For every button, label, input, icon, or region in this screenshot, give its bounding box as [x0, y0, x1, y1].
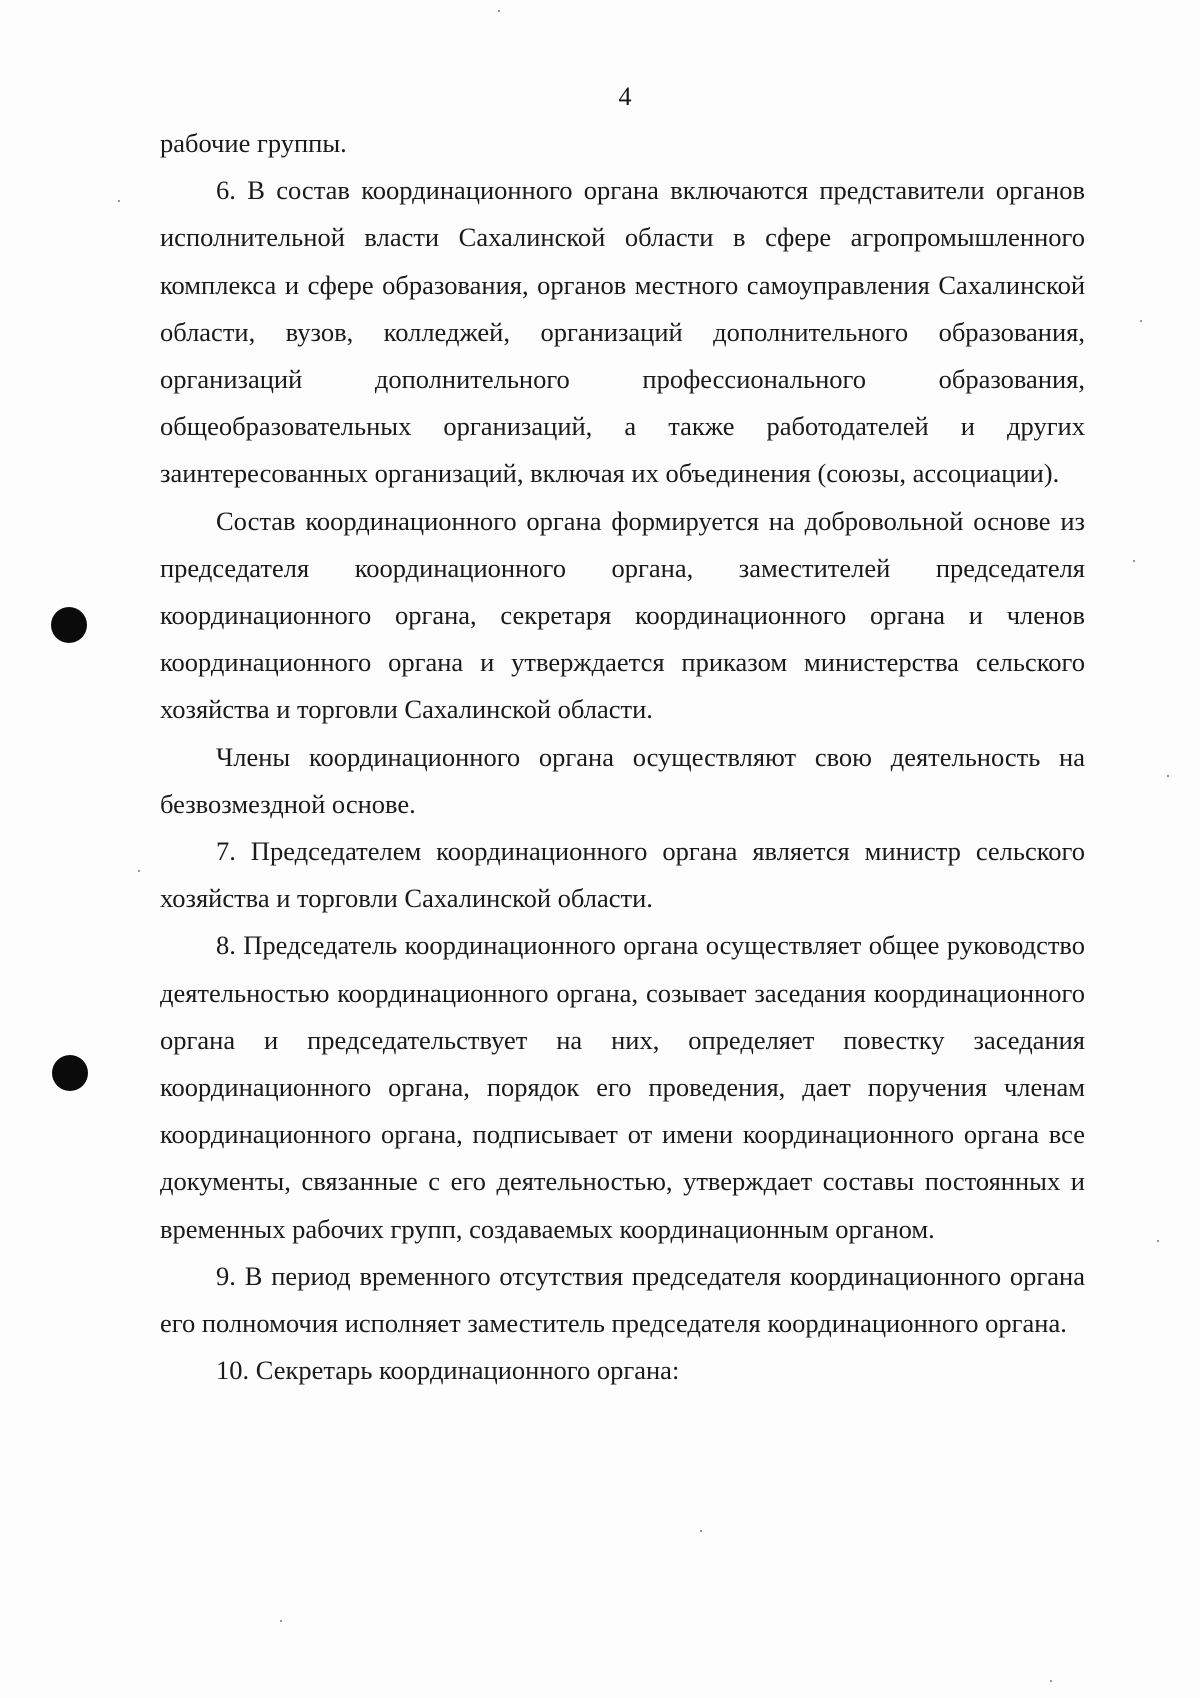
scan-speck	[118, 200, 120, 202]
punch-hole-mark	[51, 607, 87, 643]
scan-speck	[138, 870, 140, 872]
document-body	[160, 120, 1085, 1394]
scan-speck	[280, 1620, 282, 1622]
scan-speck	[1140, 320, 1142, 322]
paragraph: 9. В период временного отсутствия председателя координационного органа его полномочия исполняет заместитель председателя координационного органа.	[160, 1260, 1085, 1339]
page-number: 4	[618, 82, 632, 111]
scan-speck	[1167, 775, 1169, 777]
paragraph: Состав координационного органа формируется на добровольной основе из председателя координационного органа, заместителей председателя координационного органа, секретаря координационного органа и членов координационного органа и утверждается приказом министерства сельского хозяйства и торговли Сахалинской области.	[160, 505, 1085, 725]
scan-speck	[1050, 1680, 1052, 1682]
scan-speck	[1157, 1240, 1159, 1242]
paragraph: 10. Секретарь координационного органа:	[216, 1355, 680, 1386]
paragraph: 7. Председателем координационного органа является министр сельского хозяйства и торговли Сахалинской области.	[160, 836, 1085, 914]
scan-speck	[700, 1530, 702, 1532]
scan-speck	[498, 10, 500, 12]
punch-hole-mark	[52, 1055, 88, 1091]
paragraph: Члены координационного органа осуществляют свою деятельность на безвозмездной основе.	[160, 741, 1085, 819]
paragraph: 8. Председатель координационного органа осуществляет общее руководство деятельностью координационного органа, созывает заседания координационного органа и председательствует на них, определяет повестку заседания координационного органа, порядок его проведения, дает поручения членам координационного органа, подписывает от имени координационного органа все документы, связанные с его деятельностью, утверждает составы постоянных и временных рабочих групп, создаваемых координационным органом.	[160, 930, 1085, 1244]
paragraph: 6. В состав координационного органа включаются представители органов исполнительной власти Сахалинской области в сфере агропромышленного комплекса и сфере образования, органов местного самоуправления Сахалинской области, вузов, колледжей, организаций дополнительного образования, организаций дополнительного профессионального образования, общеобразовательных организаций, а также работодателей и других заинтересованных организаций, включая их объединения (союзы, ассоциации).	[160, 175, 1085, 489]
paragraph: рабочие группы.	[160, 128, 347, 158]
scan-speck	[1133, 560, 1135, 562]
